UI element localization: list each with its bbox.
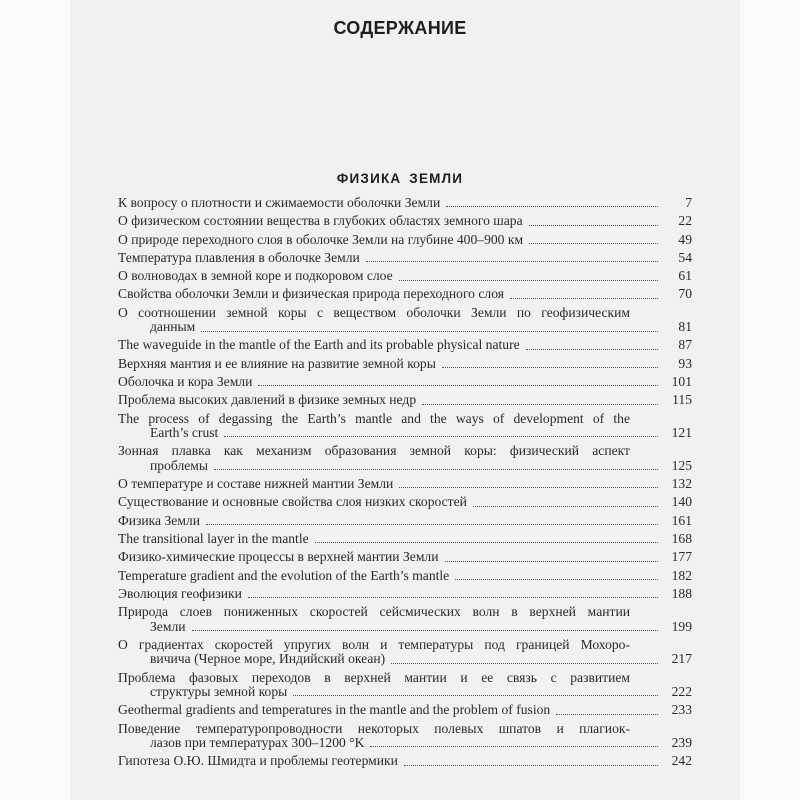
toc-entry-title: Earth’s crust [150, 425, 219, 441]
toc-entry-title: О соотношении земной коры с веществом оболочки Земли по геофизическим [118, 304, 630, 320]
dot-leader [391, 663, 658, 664]
dot-leader [192, 630, 658, 631]
dot-leader [404, 765, 658, 766]
page-number: 70 [678, 286, 692, 302]
page-number: 49 [678, 231, 692, 247]
toc-entry-title: The process of degassing the Earth’s mantle and the ways of development of the [118, 410, 630, 426]
toc-entry [118, 375, 692, 389]
toc-entry-title: О природе переходного слоя в оболочке Земли на глубине 400–900 км [118, 231, 524, 247]
toc-entry-title: О волноводах в земной коре и подкоровом слое [118, 268, 393, 284]
toc-entry [118, 495, 692, 509]
dot-leader [529, 243, 658, 244]
toc-entry [118, 251, 692, 265]
toc-entry [118, 393, 692, 407]
page-number: 61 [678, 268, 692, 284]
page-number: 7 [685, 195, 692, 210]
toc-entry [118, 338, 692, 352]
page-number: 22 [678, 213, 692, 229]
toc-entry [118, 287, 692, 301]
page-number: 140 [671, 494, 692, 510]
toc-entry-title: Существование и основные свойства слоя низких скоростей [118, 494, 467, 510]
page-number: 121 [671, 425, 692, 441]
toc-entry-title: Проблема высоких давлений в физике земных недр [118, 392, 417, 408]
toc-entry-title: Свойства оболочки Земли и физическая природа переходного слоя [118, 286, 504, 302]
dot-leader [529, 225, 658, 226]
toc-entry-title: вичича (Черное море, Индийский океан) [150, 651, 386, 667]
toc-entry [118, 754, 692, 768]
dot-leader [445, 561, 659, 562]
toc-entry [118, 357, 692, 371]
dot-leader [510, 298, 658, 299]
dot-leader [526, 349, 658, 350]
dot-leader [201, 331, 658, 332]
toc-entry [118, 532, 692, 546]
dot-leader [556, 714, 658, 715]
page-number: 217 [671, 651, 692, 667]
dot-leader [315, 542, 658, 543]
toc-entry-title: лазов при температурах 300–1200 °K [150, 734, 365, 750]
page-number: 161 [671, 512, 692, 528]
page-number: 93 [678, 355, 692, 371]
dot-leader [224, 436, 658, 437]
page-number: 101 [671, 374, 692, 390]
toc-entry [118, 306, 692, 335]
table-of-contents [118, 196, 692, 773]
dot-leader [248, 597, 658, 598]
toc-entry-title: О градиентах скоростей упругих волн и температуры под границей Мохоро- [118, 636, 630, 652]
toc-entry [118, 233, 692, 247]
page-number: 199 [671, 618, 692, 634]
toc-entry [118, 214, 692, 228]
page-number: 125 [671, 457, 692, 473]
toc-entry-title: проблемы [150, 457, 208, 473]
page-number: 233 [671, 702, 692, 718]
toc-entry [118, 269, 692, 283]
toc-entry [118, 722, 692, 751]
toc-entry [118, 412, 692, 441]
toc-entry-title: Температура плавления в оболочке Земли [118, 249, 360, 265]
toc-entry [118, 444, 692, 473]
dot-leader [370, 746, 658, 747]
toc-entry [118, 550, 692, 564]
toc-entry [118, 569, 692, 583]
toc-entry-title: Физико-химические процессы в верхней мантии Земли [118, 549, 439, 565]
dot-leader [293, 695, 658, 696]
dot-leader [422, 404, 658, 405]
page-number: 242 [671, 753, 692, 769]
section-heading: ФИЗИКА ЗЕМЛИ [336, 171, 464, 186]
toc-entry-title: The transitional layer in the mantle [118, 530, 309, 546]
page-number: 115 [672, 392, 692, 408]
dot-leader [214, 469, 658, 470]
dot-leader [206, 524, 658, 525]
page-number: 188 [671, 585, 692, 601]
toc-entry-title: Geothermal gradients and temperatures in the mantle and the problem of fusion [118, 702, 551, 718]
page-number: 54 [678, 249, 692, 265]
toc-entry-title: Эволюция геофизики [118, 585, 242, 601]
dot-leader [442, 367, 658, 368]
toc-entry-title: Оболочка и кора Земли [118, 374, 253, 390]
toc-entry [118, 638, 692, 667]
toc-entry-title: К вопросу о плотности и сжимаемости оболочки Земли [118, 195, 441, 210]
toc-entry-title: Гипотеза О.Ю. Шмидта и проблемы геотермики [118, 753, 398, 769]
toc-entry-title: Земли [150, 618, 186, 634]
page-title: СОДЕРЖАНИЕ [333, 18, 467, 38]
toc-entry [118, 514, 692, 528]
page-number: 132 [671, 476, 692, 492]
toc-entry [118, 477, 692, 491]
dot-leader [399, 280, 658, 281]
page-number: 87 [678, 337, 692, 353]
toc-entry-title: Природа слоев пониженных скоростей сейсмических волн в верхней мантии [118, 604, 630, 620]
toc-entry-title: структуры земной коры [150, 683, 288, 699]
page-number: 177 [671, 549, 692, 565]
toc-entry-title: Физика Земли [118, 512, 200, 528]
dot-leader [399, 487, 658, 488]
toc-entry-title: Temperature gradient and the evolution of the Earth’s mantle [118, 567, 450, 583]
toc-entry [118, 703, 692, 717]
toc-entry [118, 671, 692, 700]
toc-entry-title: Верхняя мантия и ее влияние на развитие земной коры [118, 355, 436, 371]
page-number: 81 [678, 319, 692, 335]
dot-leader [455, 579, 658, 580]
dot-leader [258, 385, 658, 386]
toc-entry-title: Зонная плавка как механизм образования земной коры: физический аспект [118, 443, 630, 459]
dot-leader [366, 261, 658, 262]
toc-entry [118, 605, 692, 634]
toc-entry [118, 587, 692, 601]
dot-leader [446, 206, 658, 207]
page-number: 182 [671, 567, 692, 583]
page-number: 239 [671, 734, 692, 750]
toc-entry-title: О физическом состоянии вещества в глубоких областях земного шара [118, 213, 523, 229]
dot-leader [473, 506, 658, 507]
toc-entry-title: The waveguide in the mantle of the Earth and its probable physical nature [118, 337, 520, 353]
page-number: 222 [671, 683, 692, 699]
toc-entry-title: Поведение температуропроводности некоторых полевых шпатов и плагиок- [118, 720, 630, 736]
toc-entry-title: Проблема фазовых переходов в верхней мантии и ее связь с развитием [118, 669, 630, 685]
page-number: 168 [671, 530, 692, 546]
toc-entry [118, 196, 692, 210]
toc-entry-title: О температуре и составе нижней мантии Земли [118, 476, 394, 492]
toc-entry-title: данным [150, 319, 196, 335]
